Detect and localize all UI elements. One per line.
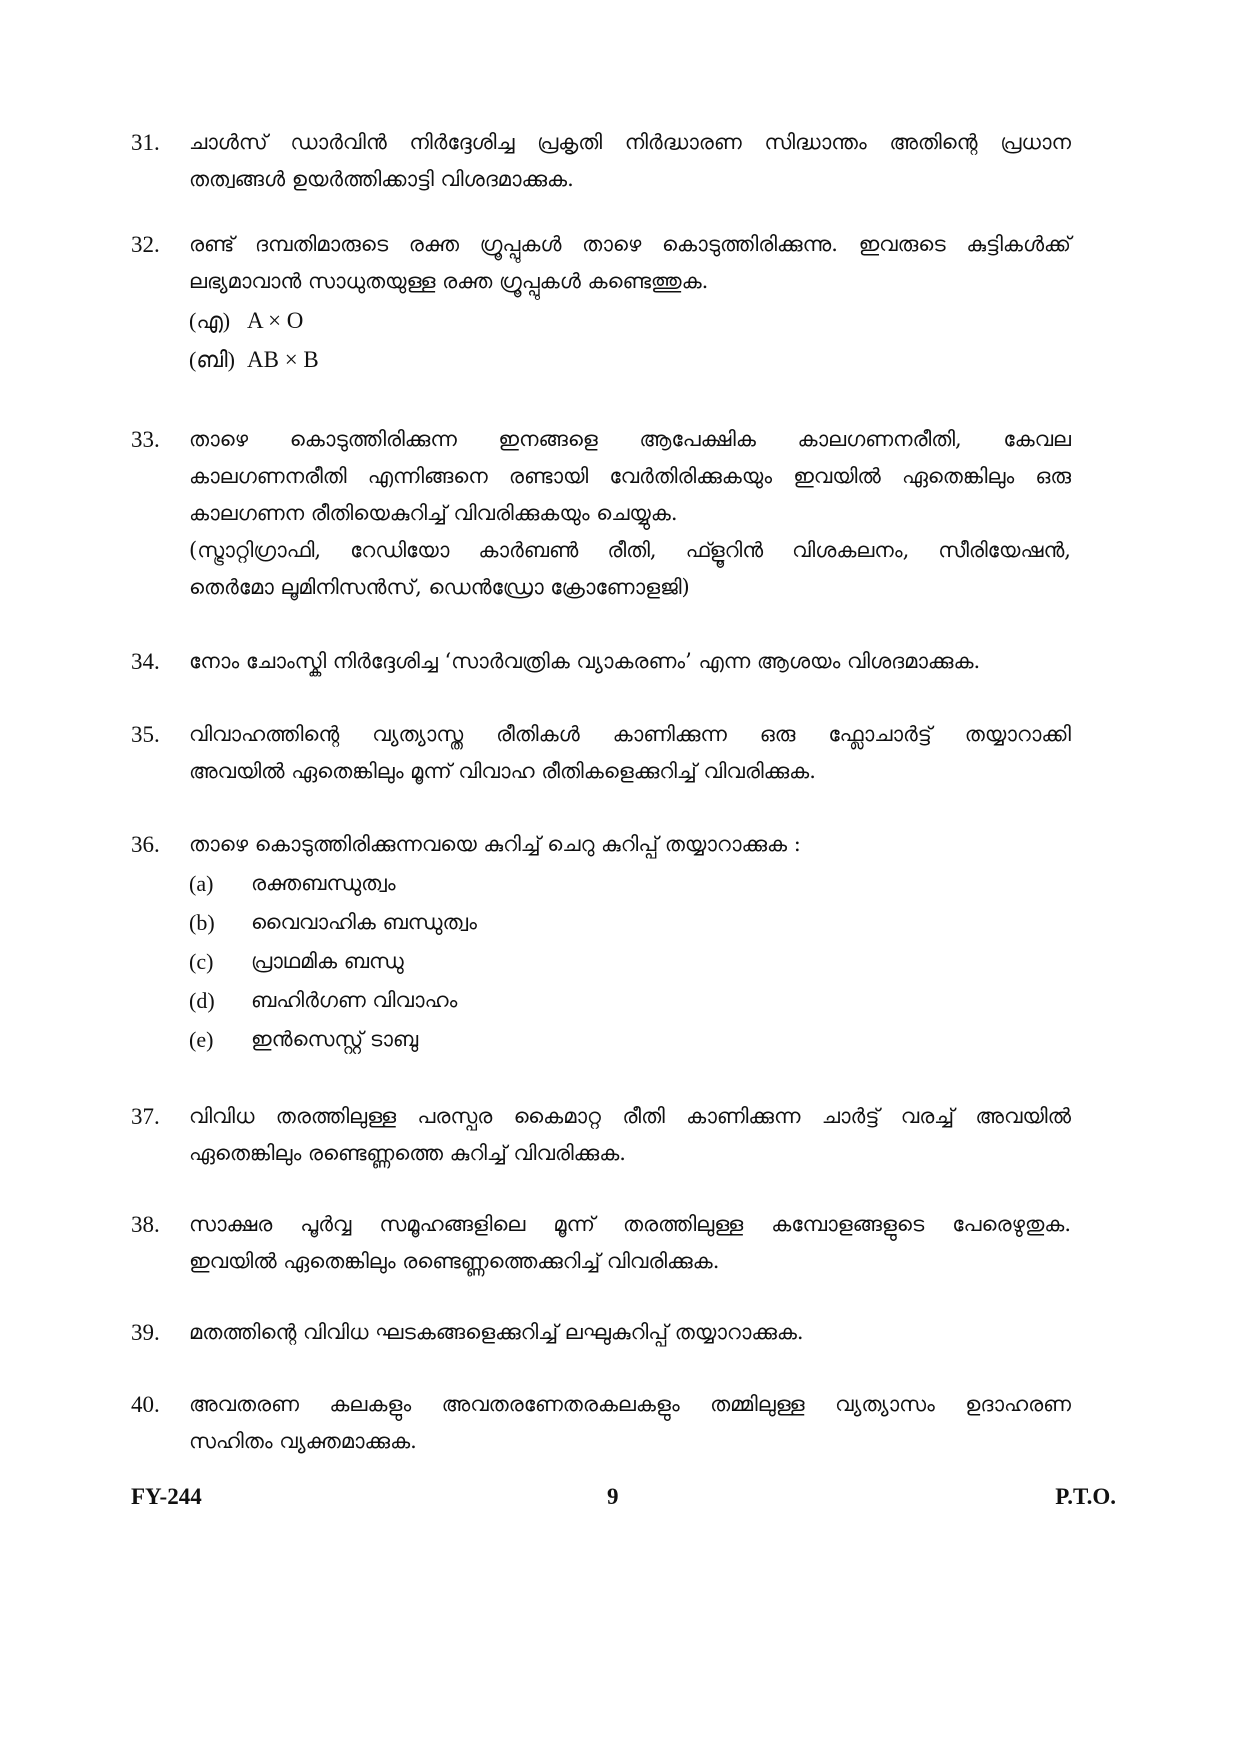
option-item (189, 904, 1071, 941)
option-item (189, 302, 1071, 339)
question-36 (131, 826, 1071, 1058)
question-40 (131, 1386, 1071, 1460)
paper-code: FY-244 (131, 1484, 202, 1509)
option-label: (എ) (189, 308, 231, 333)
question-number: 34. (131, 649, 160, 674)
option-text: ഇൻസെസ്റ്റ് ടാബു (251, 1027, 419, 1051)
option-label: (ബി) (189, 347, 235, 372)
question-text-line: (സ്ട്രാറ്റിഗ്രാഫി, റേഡിയോ കാർബൺ രീതി, ഫ്ളൂറിൻ വിശകലനം, സീരിയേഷൻ, (189, 538, 1071, 562)
page-number: 9 (607, 1484, 619, 1509)
option-item (189, 943, 1071, 980)
question-text-line: സാക്ഷര പൂർവ്വ സമൂഹങ്ങളിലെ മൂന്ന് തരത്തിലുള്ള കമ്പോളങ്ങളുടെ പേരെഴുതുക. (189, 1212, 1071, 1236)
question-text-line: മതത്തിന്റെ വിവിധ ഘടകങ്ങളെക്കുറിച്ച് ലഘുകുറിപ്പ് തയ്യാറാക്കുക. (189, 1320, 804, 1344)
question-number: 31. (131, 130, 160, 155)
option-label: (c) (189, 949, 214, 974)
question-text-line: താഴെ കൊടുത്തിരിക്കുന്ന ഇനങ്ങളെ ആപേക്ഷിക കാലഗണനരീതി, കേവല (189, 427, 1071, 451)
option-label: (d) (189, 988, 215, 1013)
option-text: AB × B (247, 347, 319, 372)
question-text-line: തെർമോ ലൂമിനിസൻസ്, ഡെൻഡ്രോ ക്രോണോളജി) (189, 575, 690, 599)
option-item (189, 865, 1071, 902)
question-35 (131, 716, 1071, 790)
question-32 (131, 226, 1071, 378)
question-text-line: ചാൾസ് ഡാർവിൻ നിർദ്ദേശിച്ച പ്രകൃതി നിർദ്ധാരണ സിദ്ധാന്തം അതിന്റെ പ്രധാന (189, 130, 1071, 154)
question-33 (131, 421, 1071, 606)
option-item (189, 1021, 1071, 1058)
option-label: (a) (189, 871, 214, 896)
question-text-line: രണ്ട് ദമ്പതിമാരുടെ രക്ത ഗ്രൂപ്പുകൾ താഴെ കൊടുത്തിരിക്കുന്നു. ഇവരുടെ കുട്ടികൾക്ക് (189, 232, 1071, 256)
question-number: 35. (131, 722, 160, 747)
option-text: വൈവാഹിക ബന്ധുത്വം (251, 910, 477, 934)
question-37 (131, 1098, 1071, 1172)
question-text-line: സഹിതം വ്യക്തമാക്കുക. (189, 1429, 417, 1453)
question-text-line: നോം ചോംസ്കി നിർദ്ദേശിച്ച ‘സാർവത്രിക വ്യാകരണം’ എന്ന ആശയം വിശദമാക്കുക. (189, 649, 981, 673)
question-text-line: ഏതെങ്കിലും രണ്ടെണ്ണത്തെ കുറിച്ച് വിവരിക്കുക. (189, 1141, 626, 1165)
question-text-line: കാലഗണനരീതി എന്നിങ്ങനെ രണ്ടായി വേർതിരിക്കുകയും ഇവയിൽ ഏതെങ്കിലും ഒരു (189, 464, 1071, 488)
option-item (189, 341, 1071, 378)
question-31 (131, 124, 1071, 198)
option-text: പ്രാഥമിക ബന്ധു (251, 949, 404, 973)
question-text-line: തത്വങ്ങൾ ഉയർത്തിക്കാട്ടി വിശദമാക്കുക. (189, 167, 574, 191)
question-text-line: ഇവയിൽ ഏതെങ്കിലും രണ്ടെണ്ണത്തെക്കുറിച്ച് വിവരിക്കുക. (189, 1249, 720, 1273)
question-number: 39. (131, 1320, 160, 1345)
please-turn-over: P.T.O. (1055, 1484, 1116, 1509)
question-text-line: താഴെ കൊടുത്തിരിക്കുന്നവയെ കുറിച്ച് ചെറു കുറിപ്പ് തയ്യാറാക്കുക : (189, 832, 801, 856)
question-number: 37. (131, 1104, 160, 1129)
question-text-line: അവയിൽ ഏതെങ്കിലും മൂന്ന് വിവാഹ രീതികളെക്കുറിച്ച് വിവരിക്കുക. (189, 759, 816, 783)
question-text-line: ലഭ്യമാവാൻ സാധുതയുള്ള രക്ത ഗ്രൂപ്പുകൾ കണ്ടെത്തുക. (189, 269, 709, 293)
option-text: ബഹിർഗണ വിവാഹം (251, 988, 458, 1012)
question-number: 36. (131, 832, 160, 857)
question-text-line: കാലഗണന രീതിയെകുറിച്ച് വിവരിക്കുകയും ചെയ്യുക. (189, 501, 678, 525)
question-number: 33. (131, 427, 160, 452)
option-text: രക്തബന്ധുത്വം (251, 871, 396, 895)
option-item (189, 982, 1071, 1019)
option-label: (e) (189, 1027, 214, 1052)
question-text-line: അവതരണ കലകളും അവതരണേതരകലകളും തമ്മിലുള്ള വ്യത്യാസം ഉദാഹരണ (189, 1392, 1071, 1416)
question-number: 40. (131, 1392, 160, 1417)
question-text-line: വിവാഹത്തിന്റെ വ്യത്യാസ്ത രീതികൾ കാണിക്കുന്ന ഒരു ഫ്ലോചാർട്ട് തയ്യാറാക്കി (189, 722, 1071, 746)
question-38 (131, 1206, 1071, 1280)
option-text: A × O (247, 308, 304, 333)
question-number: 32. (131, 232, 160, 257)
question-39 (131, 1314, 1071, 1351)
question-number: 38. (131, 1212, 160, 1237)
question-text-line: വിവിധ തരത്തിലുള്ള പരസ്പര കൈമാറ്റ രീതി കാണിക്കുന്ന ചാർട്ട് വരച്ച് അവയിൽ (189, 1104, 1071, 1128)
question-34 (131, 643, 1071, 680)
option-label: (b) (189, 910, 215, 935)
